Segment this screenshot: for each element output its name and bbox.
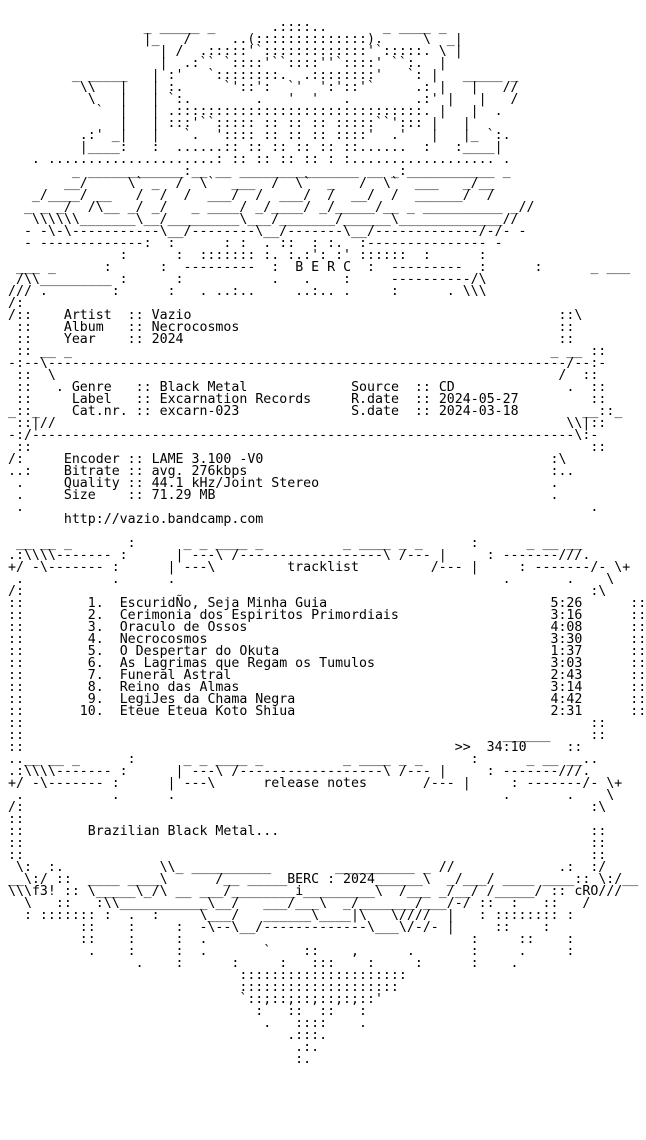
track-title: O Despertar do Okuta: [103, 644, 543, 659]
footer-right-tag: cRO: [574, 884, 599, 899]
album-label: Album: [63, 320, 104, 335]
track-title: Cerimonia dos Espiritos Primordiais: [103, 608, 543, 623]
label-label: Label: [71, 392, 112, 407]
release-notes-title: release notes: [263, 776, 367, 791]
footer-center: BERC : 2024: [287, 872, 375, 887]
track-title: Reino das Almas: [103, 680, 543, 695]
sdate-value: 2024-03-18: [438, 404, 519, 419]
nfo-document: _ _____ _ .::::.. _ ____ _ |_ / ..(::::::::::::::). \ _| | / .:::::'`:::::::::::::'`:::::. \ | | .:`` `::::'``::::''`::::' ``:. | _ _____ | :' `::::::::. .::::::::' `: | _____ _ \\ | | :. `'::': `' ':'::'` .: | | // \ | | `:. . ' ' . .:' | | / ` | | .:::::::::::::::::::::::::::::::. | | . | | :::'``::::: :: :: :: :::::``'::: | | .:' _| | `. ':::: :: :: :: ::::' .' | |_ `:. |____: : ......:: :: :: :: :: ::...... : :____| . .....................: :: :: :: :: : :.................. . _ ____________:__ __ _______________ __ _:___________ _ __/ \` _ / \` ___ / \` _ / \` ___ _/__ _/____/ __ / / / ___/ / ___/ / __/ / ______/ / _ _ _/ /\__ _/ _/ _ ____/ _/____/ _/_____/__ _ __________ _// \\\\\\_______\__/_________\___/_______/______\_____________// - -\-\-----------\__/--------\__/-------\__/-------------/-/- - - -------------: : : : . :: : :. :--------------- - : : ::::::: :. :.:': :' :::::: : : ___ _ : : --------- : B E R C : --------- : : _ ___ /\\_________ : : . . : ----------/\ /// . : : . ..:.. ..:.. . : . \\\ /: /:: Artist :: Vazio ::\ :: Album :: Necrocosmos :: :: Year :: 2024 :: :: __ _ _ __ :: -:--\-----------------------------------------------------------------/--:- :: \ / :: :: . Genre :: Black Metal Source :: CD . :: :: Label :: Excarnation Records R.date :: 2024-05-27 :: _::_ Cat.nr. :: excarn-023 S.date :: 2024-03-18 __::_ ::|// \\|:: -:/--------------------------------------------------------------------\:- :: :: /: Encoder :: LAME 3.100 -V0 :\ ..: Bitrate :: avg. 276kbps :.. . Quality :: 44.1 kHz/Joint Stereo . . Size :: 71.29 MB . . . http://vazio.bandcamp.com __ __ _ : _ _ ____ _ _ ____ _ _ : _ __ __ .:\\\\------- : | ---\ /------------------\ /--- | : -------///. +/ -\------- : | ---\ tracklist /--- | : -------/- \+ . . . . . \ /: :\ :: 1. EscuridÑo, Seja Minha Guia 5:26 :: :: 2. Cerimonia dos Espiritos Primordiais 3:16 :: :: 3. Oraculo de Ossos 4:08 :: :: 4. Necrocosmos 3:30 :: :: 5. O Despertar do Okuta 1:37 :: :: 6. As Lagrimas que Regam os Tumulos 3:03 :: :: 7. Funeral Astral 2:43 :: :: 8. Reino das Almas 3:14 :: :: 9. LegiJes da Chama Negra 4:42 :: :: 10. Eteue Eteua Koto Shiua 2:31 :: :: :: :: ______ :: :: >> 34:10 :: ..__ __ _ : _ _ ____ _ _ ____ _ _ : _ __ __.. .:\\\\------- : | ---\ /------------------\ /--- | : -------///. +/ -\------- : | ---\ release notes /--- | : -------/- \+ . . . . . \ /: :\ :: :: Brazilian Black Metal... :: :: :: :: :: \: :. \\_ __________ __________ _ // .: :/ __\:/ :: ____ ____\ /__ _____BERC : 2024______\ _/___/ ____ ____:: \:/__ \\\f3! :: \_____\_/\ __ ___/________i_________\ /___ _/__/ /_____/ :: cRO/// \ :: :\\___________\__/ ___/___\ _/_______/___/-/ :: : :: / : ::::::: : . : \___/ ______\____|\ \//// | : :::::::: : :: : : -\--\__/-------------\___\/-/- | :: : :: : : . : :: : . : : . ` :: , . : . : . : : : ::: : : : . ::::::::::::::::::::: :::::::::::::::::::: `::;::;::;::;:;::' : :: :: : . :::: . .:::. .:. :.: [8, 20, 646, 1067]
source-label: Source: [351, 380, 399, 395]
track-number: 9.: [79, 692, 104, 707]
berc-banner-label: B E R C: [295, 260, 352, 275]
encoder-label: Encoder: [63, 452, 120, 467]
track-number: 4.: [79, 632, 104, 647]
encoder-value: LAME 3.100 -V0: [151, 452, 264, 467]
footer-left-tag: f3!: [31, 884, 56, 899]
track-time: 3:03: [542, 656, 583, 671]
track-number: 2.: [79, 608, 104, 623]
artist-label: Artist: [63, 308, 112, 323]
berc-banner-left: ___ _ : : --------- :: [8, 260, 280, 275]
genre-value: Black Metal: [159, 380, 248, 395]
label-value: Excarnation Records: [159, 392, 312, 407]
track-time: 1:37: [542, 644, 583, 659]
size-value: 71.29 MB: [151, 488, 216, 503]
track-title: As Lagrimas que Regam os Tumulos: [103, 656, 543, 671]
track-time: 2:43: [542, 668, 583, 683]
track-number: 6.: [79, 656, 104, 671]
track-title: Eteue Eteua Koto Shiua: [103, 704, 543, 719]
track-time: 2:31: [542, 704, 583, 719]
sdate-label: S.date: [351, 404, 399, 419]
release-notes-text: Brazilian Black Metal...: [87, 824, 280, 839]
year-value: 2024: [151, 332, 184, 347]
track-title: EscuridÑo, Seja Minha Guia: [103, 596, 543, 611]
catnr-label: Cat.nr.: [71, 404, 128, 419]
quality-label: Quality: [63, 476, 120, 491]
track-number: 7.: [79, 668, 104, 683]
track-number: 8.: [79, 680, 104, 695]
artist-value: Vazio: [151, 308, 192, 323]
tracklist: 1. EscuridÑo, Seja Minha Guia 5:26 :: :: 2. Cerimonia dos Espiritos Primordiais 3:16 :: :: 3. Oraculo de Ossos 4:08 :: :: 4. Necrocosmos 3:30 :: :: 5. O Despertar do Okuta 1:37 :: :: 6. As Lagrimas que Regam os Tumulos 3:03 :: :: 7. Funeral Astral 2:43 :: :: 8. Reino das Almas 3:14 :: :: 9. LegiJes da Chama Negra 4:42 :: :: 10. Eteue Eteua Koto Shiua 2:31: [8, 596, 646, 719]
total-label: >>: [454, 740, 471, 755]
track-time: 3:14: [542, 680, 583, 695]
rdate-label: R.date: [351, 392, 399, 407]
rdate-value: 2024-05-27: [438, 392, 519, 407]
track-time: 4:08: [542, 620, 583, 635]
track-title: Necrocosmos: [103, 632, 543, 647]
track-number: 3.: [79, 620, 104, 635]
header-ascii-art: _ _____ _ .::::.. _ ____ _ |_ / ..(::::::::::::::). \ _| | / .:::::'`:::::::::::::'`:::::. \ | | .:`` `::::'``::::''`::::' ``:. | _ _____ | :' `::::::::. .::::::::' `: | _____ _ \\ | | :. `'::': `' ':'::'` .: | | // \ | | `:. . ' ' . .:' | | / ` | | .:::::::::::::::::::::::::::::::. | | . | | :::'``::::: :: :: :: :::::``'::: | | .:' _| | `. ':::: :: :: :: ::::' .' | |_ `:. |____: : ......:: :: :: :: :: ::...... : :____| . .....................: :: :: :: :: : :.................. . _ ____________:__ __ _______________ __ _:___________ _ __/ \` _ / \` ___ / \` _ / \` ___ _/__ _/____/ __ / / / ___/ / ___/ / __/ / ______/ / _ _ _/ /\__ _/ _/ _ ____/ _/____/ _/_____/__ _ __________ _// \\\\\\_______\__/_________\___/_______/______\_____________// - -\-\-----------\__/--------\__/-------\__/-------------/-/- - - -------------: : : : . :: : :. :--------------- - : : ::::::: :. :.:': :' :::::: : :: [23, 20, 535, 263]
year-label: Year: [63, 332, 96, 347]
track-time: 4:42: [542, 692, 583, 707]
track-time: 3:16: [542, 608, 583, 623]
bitrate-label: Bitrate: [63, 464, 120, 479]
album-value: Necrocosmos: [151, 320, 240, 335]
track-title: Oraculo de Ossos: [103, 620, 543, 635]
catnr-value: excarn-023: [159, 404, 240, 419]
track-number: 5.: [79, 644, 104, 659]
source-value: CD: [438, 380, 455, 395]
tracklist-title: tracklist: [287, 560, 359, 575]
berc-banner-right: : --------- : : _ ___: [367, 260, 631, 275]
bitrate-value: avg. 276kbps: [151, 464, 248, 479]
track-time: 5:26: [542, 596, 583, 611]
footer-ascii-art: : ::::::: : . : \___/ ______\____|\ \//// | : :::::::: : :: : : -\--\__/-------------\___\/-/- | :: : :: : : . : :: : . : : . ` :: , . : . : . : : : ::: : : : . ::::::::::::::::::::: :::::::::::::::::::: `::;::;::;::;:;::' : :: :: : . :::: . .:::. .:. :.: [23, 908, 575, 1067]
size-label: Size: [63, 488, 96, 503]
total-time: 34:10: [486, 740, 527, 755]
track-title: Funeral Astral: [103, 668, 543, 683]
track-time: 3:30: [542, 632, 583, 647]
track-row: [80, 704, 583, 719]
track-title: LegiJes da Chama Negra: [103, 692, 543, 707]
genre-label: Genre: [71, 380, 112, 395]
bandcamp-link[interactable]: http://vazio.bandcamp.com: [63, 512, 264, 527]
track-number: 1.: [79, 596, 104, 611]
quality-value: 44.1 kHz/Joint Stereo: [151, 476, 320, 491]
track-number: 10.: [79, 704, 104, 719]
